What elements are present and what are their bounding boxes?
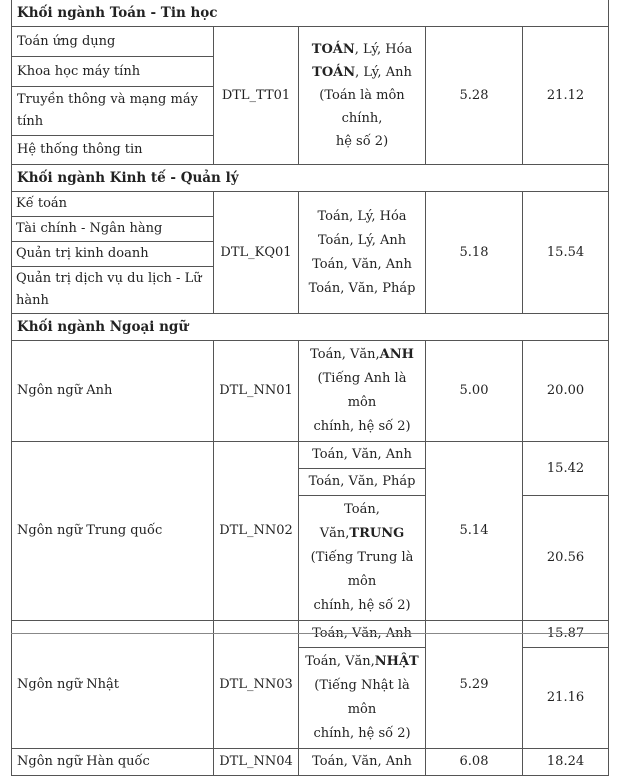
combo-line: Toán, Lý, Hóa (317, 208, 407, 224)
major-name: Ngôn ngữ Anh (12, 341, 214, 442)
score-1: 5.28 (426, 27, 523, 165)
major-name: Ngôn ngữ Nhật (12, 621, 214, 749)
program-code: DTL_NN03 (214, 621, 299, 749)
admission-table (11, 0, 609, 776)
major-name: Hệ thống thông tin (12, 136, 214, 165)
program-code: DTL_NN01 (214, 341, 299, 442)
score-2: 15.42 (523, 442, 609, 496)
divider (11, 633, 608, 634)
major-name: Quản trị dịch vụ du lịch - Lữ hành (12, 267, 214, 314)
subject-combo: Toán, Văn, Anh (299, 442, 426, 469)
major-name: Ngôn ngữ Trung quốc (12, 442, 214, 621)
score-1: 5.18 (426, 192, 523, 314)
score-1: 5.00 (426, 341, 523, 442)
combo-line: TOÁN, Lý, Anh (312, 65, 412, 80)
score-2: 15.54 (523, 192, 609, 314)
major-name: Tài chính - Ngân hàng (12, 217, 214, 242)
score-2: 21.16 (523, 648, 609, 749)
subject-combos (299, 27, 426, 165)
subject-combo: Toán, Văn, Anh (299, 621, 426, 648)
program-code: DTL_NN04 (214, 749, 299, 776)
score-1: 5.14 (426, 442, 523, 621)
major-name: Truyền thông và mạng máy tính (12, 87, 214, 136)
score-2: 20.56 (523, 496, 609, 621)
score-2: 20.00 (523, 341, 609, 442)
section-title-toan-tin: Khối ngành Toán - Tin học (12, 0, 609, 27)
major-name: Kế toán (12, 192, 214, 217)
combo-line: (Toán là môn (319, 88, 405, 103)
subject-combo: Toán, Văn, Pháp (299, 469, 426, 496)
program-code: DTL_KQ01 (214, 192, 299, 314)
subject-combos: Toán, Văn,NHẬT (Tiếng Nhật là môn chính, hệ số 2) (299, 648, 426, 749)
section-title-ngoai-ngu: Khối ngành Ngoại ngữ (12, 314, 609, 341)
section-title-kinh-te: Khối ngành Kinh tế - Quản lý (12, 165, 609, 192)
subject-combos: Toán, Văn,ANH (Tiếng Anh là môn chính, hệ số 2) (299, 341, 426, 442)
program-code: DTL_NN02 (214, 442, 299, 621)
score-1: 5.29 (426, 621, 523, 749)
subject-combos (299, 192, 426, 314)
combo-line: hệ số 2) (335, 134, 389, 149)
program-code: DTL_TT01 (214, 27, 299, 165)
combo-line: Toán, Văn, Pháp (308, 280, 416, 296)
combo-line: Toán, Lý, Anh (317, 232, 407, 248)
major-name: Khoa học máy tính (12, 57, 214, 87)
combo-line: chính, (341, 111, 383, 126)
major-name: Quản trị kinh doanh (12, 242, 214, 267)
major-name: Ngôn ngữ Hàn quốc (12, 749, 214, 776)
score-1: 6.08 (426, 749, 523, 776)
major-name: Toán ứng dụng (12, 27, 214, 57)
combo-line: Toán, Văn, Anh (312, 256, 412, 272)
subject-combo: Toán, Văn, Anh (299, 749, 426, 776)
subject-combos: Toán, Văn,TRUNG (Tiếng Trung là môn chính, hệ số 2) (299, 496, 426, 621)
score-2: 21.12 (523, 27, 609, 165)
score-2: 18.24 (523, 749, 609, 776)
score-2: 15.87 (523, 621, 609, 648)
combo-line: TOÁN, Lý, Hóa (311, 42, 413, 57)
